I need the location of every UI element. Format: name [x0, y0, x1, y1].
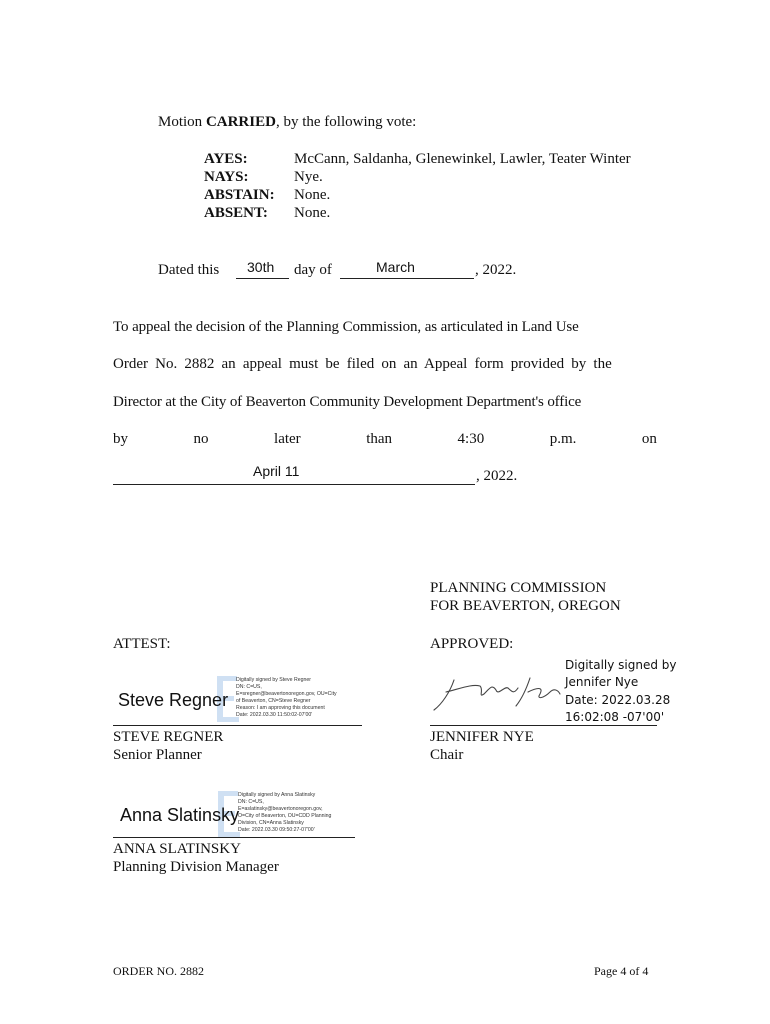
motion-carried: CARRIED	[205, 114, 276, 130]
appeal-word: 4:30	[457, 431, 485, 447]
handwritten-signature	[432, 670, 562, 716]
appeal-word: no	[193, 431, 209, 447]
nye-cert-4: 16:02:08 -07'00'	[565, 710, 665, 724]
appeal-line-2	[113, 356, 657, 373]
vote-value-ayes: McCann, Saldanha, Glenewinkel, Lawler, Teater Winter	[294, 151, 631, 167]
motion-prefix: Motion	[158, 114, 206, 130]
approved-label: APPROVED:	[430, 636, 514, 652]
regner-name: STEVE REGNER	[113, 729, 224, 745]
slatinsky-cert-3: E=aslatinsky@beavertonoregon.gov,	[238, 806, 323, 812]
regner-cert-3: E=sregner@beavertonoregon.gov, OU=City	[236, 691, 337, 697]
commission-line-2: FOR BEAVERTON, OREGON	[430, 598, 621, 614]
appeal-word: p.m.	[549, 431, 577, 447]
vote-value-absent: None.	[294, 205, 331, 221]
vote-value-abstain: None.	[294, 187, 331, 203]
footer-order-number: ORDER NO. 2882	[113, 964, 205, 978]
regner-signature: Steve Regner	[118, 690, 229, 710]
appeal-word: later	[274, 431, 301, 447]
appeal-line-1	[113, 319, 657, 336]
slatinsky-cert-1: Digitally signed by Anna Slatinsky	[238, 792, 316, 798]
deadline-year: , 2022.	[476, 468, 518, 484]
regner-cert-6: Date: 2022.03.30 11:50:02-07'00'	[236, 712, 313, 718]
nye-title: Chair	[430, 747, 464, 763]
day-field[interactable]: 30th	[247, 259, 275, 275]
appeal-word: by	[113, 431, 128, 447]
nye-cert-1: Digitally signed by	[565, 658, 677, 672]
regner-cert-4: of Beaverton, CN=Steve Regner	[236, 698, 311, 704]
deadline-underline	[113, 484, 475, 485]
regner-cert-1: Digitally signed by Steve Regner	[236, 677, 311, 683]
month-underline	[340, 278, 474, 279]
dated-prefix: Dated this	[158, 262, 220, 278]
vote-label-absent: ABSENT:	[204, 205, 268, 221]
appeal-text-1: To appeal the decision of the Planning Commission, as articulated in Land Use	[113, 319, 579, 335]
month-field[interactable]: March	[376, 259, 415, 275]
nye-cert-2: Jennifer Nye	[565, 675, 639, 689]
motion-line	[158, 114, 416, 131]
slatinsky-cert-5: Division, CN=Anna Slatinsky	[238, 820, 304, 826]
regner-title: Senior Planner	[113, 747, 202, 763]
appeal-word: than	[366, 431, 393, 447]
appeal-text-2: Order No. 2882 an appeal must be filed on an Appeal form provided by the	[113, 356, 612, 372]
slatinsky-cert-6: Date: 2022.03.30 09:50:27-07'00'	[238, 827, 315, 833]
appeal-line-3	[113, 394, 657, 411]
footer-page-number: Page 4 of 4	[594, 964, 649, 978]
vote-label-nays: NAYS:	[204, 169, 249, 185]
day-underline	[236, 278, 289, 279]
vote-value-nays: Nye.	[294, 169, 323, 185]
regner-cert-2: DN: C=US,	[236, 684, 262, 690]
slatinsky-signature: Anna Slatinsky	[120, 805, 240, 825]
regner-signature-line	[113, 725, 362, 726]
deadline-date-field[interactable]: April 11	[253, 463, 300, 479]
nye-name: JENNIFER NYE	[430, 729, 534, 745]
vote-label-ayes: AYES:	[204, 151, 248, 167]
slatinsky-title: Planning Division Manager	[113, 859, 279, 875]
attest-label: ATTEST:	[113, 636, 171, 652]
appeal-line-4	[113, 431, 657, 448]
slatinsky-name: ANNA SLATINSKY	[113, 841, 241, 857]
dated-middle: day of	[294, 262, 332, 278]
regner-cert-5: Reason: I am approving this document	[236, 705, 325, 711]
slatinsky-cert-4: O=City of Beaverton, OU=CDD Planning	[238, 813, 332, 819]
vote-label-abstain: ABSTAIN:	[204, 187, 275, 203]
motion-suffix: , by the following vote:	[275, 114, 417, 130]
nye-signature-line	[430, 725, 657, 726]
nye-cert-3: Date: 2022.03.28	[565, 693, 671, 707]
commission-line-1: PLANNING COMMISSION	[430, 580, 607, 596]
appeal-word: on	[641, 431, 657, 447]
slatinsky-signature-line	[113, 837, 355, 838]
dated-year: , 2022.	[475, 262, 517, 278]
appeal-text-3: Director at the City of Beaverton Community Development Department's office	[113, 394, 582, 410]
slatinsky-cert-2: DN: C=US,	[238, 799, 264, 805]
